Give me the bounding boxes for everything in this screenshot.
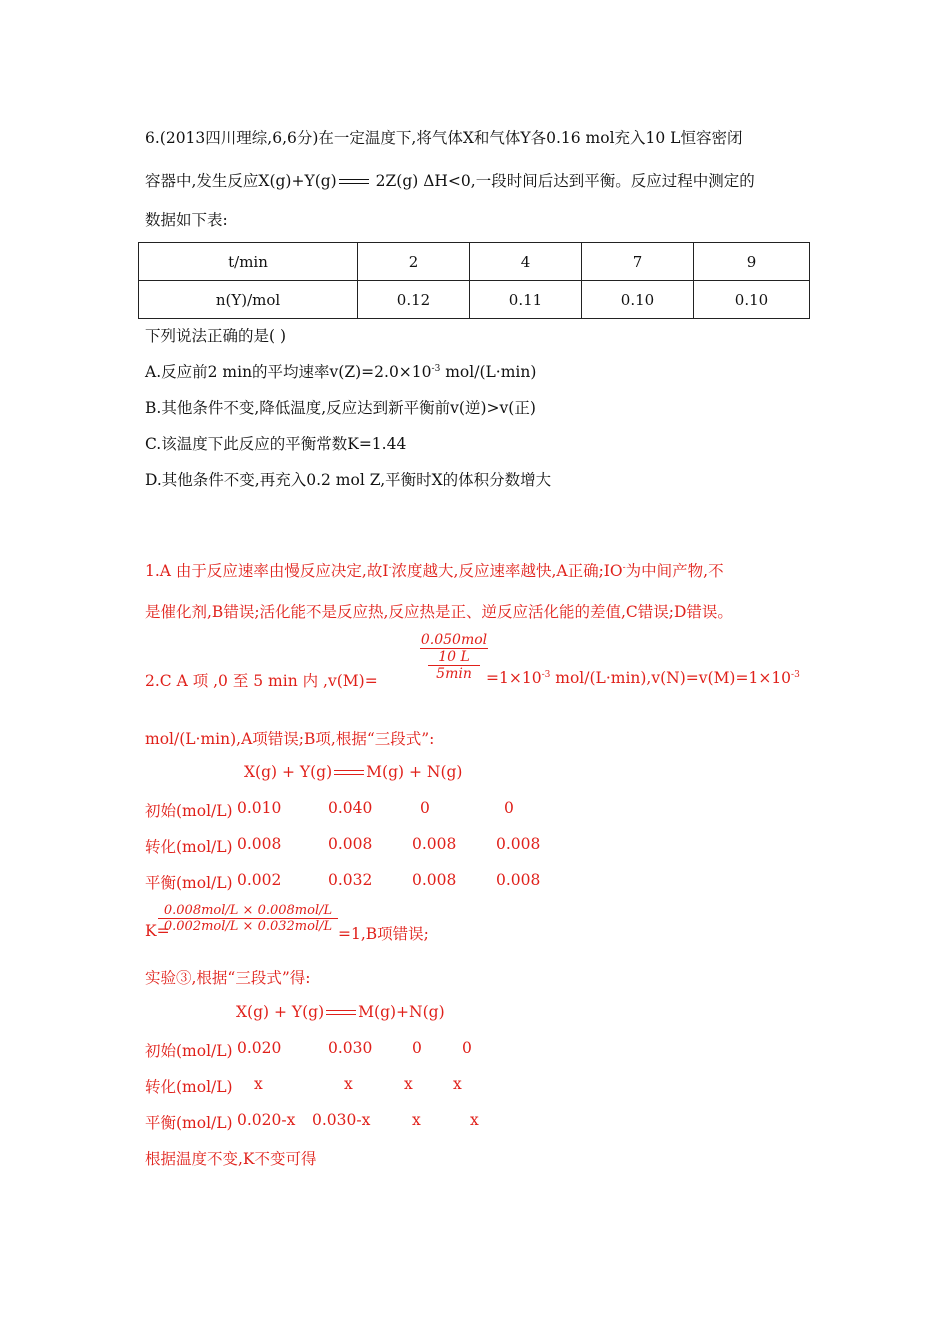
- reaction-equation-2: [236, 1003, 445, 1021]
- table-cell: n(Y)/mol: [139, 281, 358, 319]
- reaction-1-left: X(g) + Y(g): [244, 763, 333, 781]
- step-value: 0.030: [328, 1039, 373, 1057]
- k-result: =1,B项错误;: [338, 925, 429, 943]
- equilibrium-arrow-icon: [326, 1009, 356, 1017]
- step-value: 0: [412, 1039, 422, 1057]
- answer-1-line-1: [145, 559, 724, 581]
- table-cell: 0.12: [358, 281, 470, 319]
- question-line-2-a: 容器中,发生反应X(g)+Y(g): [145, 172, 337, 190]
- step-value: 0.008: [328, 835, 373, 853]
- step-value: x: [412, 1111, 421, 1129]
- option-a-text: A.反应前2 min的平均速率v(Z)=2.0×10: [145, 363, 432, 381]
- step-value: 0.020-x: [237, 1111, 296, 1129]
- option-b: B.其他条件不变,降低温度,反应达到新平衡前v(逆)>v(正): [145, 399, 536, 417]
- step-value: 0.030-x: [312, 1111, 371, 1129]
- step-label: 初始(mol/L): [145, 802, 233, 820]
- answer-1-text-c: 为中间产物,不: [625, 562, 724, 580]
- experiment-3-heading: 实验③,根据“三段式”得:: [145, 969, 311, 987]
- option-c: C.该温度下此反应的平衡常数K=1.44: [145, 435, 407, 453]
- rate-fraction: [420, 632, 488, 682]
- equilibrium-arrow-icon: [334, 769, 364, 777]
- step-value: x: [344, 1075, 353, 1093]
- step-value: x: [470, 1111, 479, 1129]
- table-row: [139, 281, 810, 319]
- table-cell: 4: [470, 243, 582, 281]
- step-value: 0.040: [328, 799, 373, 817]
- reaction-2-right: M(g)+N(g): [358, 1003, 445, 1021]
- step-value: 0.008: [412, 871, 457, 889]
- answer-2-text-c: mol/(L·min),v(N)=v(M)=1×10: [550, 669, 792, 687]
- answer-1-text-a: 1.A 由于反应速率由慢反应决定,故I: [145, 562, 389, 580]
- step-value: 0: [462, 1039, 472, 1057]
- table-cell: 0.11: [470, 281, 582, 319]
- table-row: [139, 243, 810, 281]
- option-a-exponent: -3: [431, 363, 441, 374]
- rate-fraction-denominator: 5min: [428, 665, 480, 682]
- answer-2-value: =1×10: [486, 669, 542, 687]
- answer-1-sup-2: -: [622, 562, 626, 573]
- option-a: [145, 360, 536, 382]
- step-label: 转化(mol/L): [145, 1078, 233, 1096]
- step-label: 初始(mol/L): [145, 1042, 233, 1060]
- rate-fraction-numerator: 0.050mol: [420, 632, 488, 648]
- rate-fraction-volume: 10 L: [420, 648, 488, 665]
- question-line-2: [145, 169, 755, 191]
- step-value: 0.020: [237, 1039, 282, 1057]
- table-cell: 7: [582, 243, 694, 281]
- step-value: 0.008: [412, 835, 457, 853]
- answer-2-sup-2: -3: [791, 669, 800, 680]
- table-cell: 9: [694, 243, 810, 281]
- answer-2-line-1a: 2.C A 项 ,0 至 5 min 内 ,v(M)=: [145, 672, 378, 690]
- answer-2-line-1b: [486, 669, 800, 687]
- step-value: 0.010: [237, 799, 282, 817]
- question-line-3: 数据如下表:: [145, 211, 228, 229]
- reaction-1-right: M(g) + N(g): [366, 763, 463, 781]
- step-label: 转化(mol/L): [145, 838, 233, 856]
- step-value: x: [453, 1075, 462, 1093]
- final-line: 根据温度不变,K不变可得: [145, 1150, 317, 1168]
- table-cell: 0.10: [694, 281, 810, 319]
- question-line-1: 6.(2013四川理综,6,6分)在一定温度下,将气体X和气体Y各0.16 mol充入10 L恒容密闭: [145, 129, 743, 147]
- step-value: 0: [504, 799, 514, 817]
- step-value: 0.008: [237, 835, 282, 853]
- option-a-unit: mol/(L·min): [440, 363, 537, 381]
- question-prompt: 下列说法正确的是( ): [145, 327, 287, 345]
- table-cell: 0.10: [582, 281, 694, 319]
- reaction-2-left: X(g) + Y(g): [236, 1003, 325, 1021]
- step-value: x: [254, 1075, 263, 1093]
- step-value: 0: [420, 799, 430, 817]
- step-value: 0.032: [328, 871, 373, 889]
- answer-2-line-2: mol/(L·min),A项错误;B项,根据“三段式”:: [145, 730, 435, 748]
- step-value: 0.008: [496, 871, 541, 889]
- k-prefix: K=: [145, 922, 170, 940]
- step-value: 0.002: [237, 871, 282, 889]
- k-numerator: 0.008mol/L × 0.008mol/L: [163, 903, 333, 918]
- table-cell: t/min: [139, 243, 358, 281]
- step-label: 平衡(mol/L): [145, 1114, 233, 1132]
- step-label: 平衡(mol/L): [145, 874, 233, 892]
- answer-1-sup-1: -: [388, 562, 392, 573]
- question-line-2-b: 2Z(g) ΔH<0,一段时间后达到平衡。反应过程中测定的: [370, 172, 755, 190]
- k-denominator: 0.002mol/L × 0.032mol/L: [158, 918, 338, 934]
- answer-1-text-b: 浓度越大,反应速率越快,A正确;IO: [391, 562, 623, 580]
- reaction-equation-1: [244, 763, 462, 781]
- option-d: D.其他条件不变,再充入0.2 mol Z,平衡时X的体积分数增大: [145, 471, 552, 489]
- table-cell: 2: [358, 243, 470, 281]
- step-value: 0.008: [496, 835, 541, 853]
- equilibrium-arrow-icon: [339, 178, 369, 186]
- answer-1-line-2: 是催化剂,B错误;活化能不是反应热,反应热是正、逆反应活化能的差值,C错误;D错误。: [145, 603, 733, 621]
- data-table: [138, 242, 810, 319]
- step-value: x: [404, 1075, 413, 1093]
- answer-2-sup-1: -3: [541, 669, 551, 680]
- k-fraction: [158, 903, 338, 934]
